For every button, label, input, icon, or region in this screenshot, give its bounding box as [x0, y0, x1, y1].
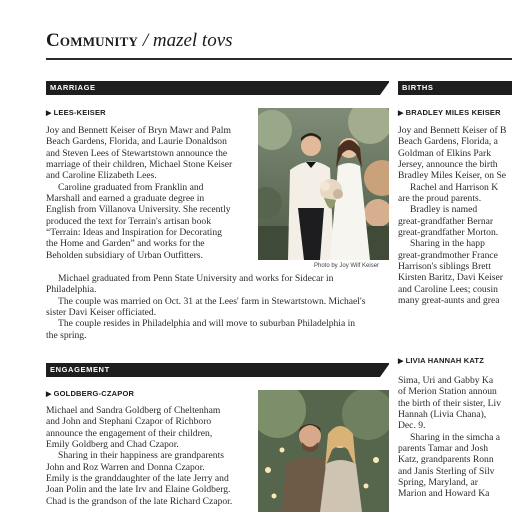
text-line: the Home and Garden” and works for the [46, 238, 205, 250]
text-line: of Merion Station announ [398, 386, 497, 398]
text-line: The couple was married on Oct. 31 at the Lees' farm in Stewartstown. Michael's [58, 295, 366, 307]
text-line: “Terrain: Ideas and Inspiration for Decorating [46, 227, 222, 239]
text-line: Hannah (Livia Chana), [398, 409, 487, 421]
text-line: Sharing in the happ [410, 238, 485, 250]
text-line: and Caroline Lees; cousin [398, 283, 498, 295]
text-line: English from Villanova University. She recently [46, 204, 231, 216]
births-section-bar [398, 81, 512, 95]
text-line: Beach Gardens, Florida, a [398, 136, 498, 148]
births-headline-1 [398, 108, 501, 117]
births-body-1 [398, 125, 512, 307]
text-line: Katz, grandparents Ronn [398, 454, 494, 466]
engagement-section-label: ENGAGEMENT [50, 365, 110, 374]
marriage-section-label: MARRIAGE [50, 83, 96, 92]
text-line: are the proud parents. [398, 193, 482, 205]
marriage-headline-text: LEES-KEISER [53, 108, 106, 117]
text-line: Joy and Bennett Keiser of B [398, 125, 507, 136]
engagement-photo [258, 390, 389, 512]
text-line: Caroline graduated from Franklin and [58, 181, 204, 193]
text-line: Bradley is named [410, 204, 478, 216]
section-bar-corner [380, 363, 390, 377]
text-line: the spring. [46, 329, 87, 341]
text-line: Michael graduated from Penn State University and works for Sidecar in [58, 273, 334, 284]
text-line: and John and Stephani Czapor of Richboro [46, 416, 212, 428]
arrow-right-icon: ▶ [46, 110, 52, 117]
text-line: and Janis Sterling of Silv [398, 465, 495, 477]
text-line: produced the text for Terrain's artisan book [46, 215, 211, 227]
header-rule [46, 58, 512, 60]
text-line: John and Roz Warren and Donna Czapor. [46, 461, 205, 473]
text-line: great-grandfather Bernar [398, 215, 494, 227]
text-line: Sharing in the simcha a [410, 431, 501, 443]
text-line: Kirsten Baritz, Davi Keiser [398, 272, 503, 284]
marriage-body-narrow [46, 125, 251, 261]
text-line: Spring, Maryland, ar [398, 477, 478, 489]
subsection-title: mazel tovs [152, 30, 233, 51]
marriage-photo-credit: Photo by Joy Wilf Keiser [314, 263, 380, 269]
text-line: Michael and Sandra Goldberg of Cheltenham [46, 405, 221, 416]
text-line: Emily Goldberg and Chad Czapor. [46, 439, 179, 451]
text-line: great-grandfather Morton. [398, 227, 499, 239]
text-line: Beach Gardens, Florida, and Laurie Donaldson [46, 136, 227, 148]
arrow-right-icon: ▶ [398, 358, 404, 365]
text-line: Joy and Bennett Keiser of Bryn Mawr and Palm [46, 125, 231, 136]
text-line: Marion and Howard Ka [398, 488, 490, 500]
text-line: parents Tamar and Josh [398, 443, 489, 455]
title-separator: / [142, 30, 149, 51]
text-line: Dec. 9. [398, 420, 426, 432]
page-header [46, 30, 512, 60]
text-line: Harrison's siblings Brett [398, 261, 491, 273]
text-line: and Caroline Elizabeth Lees. [46, 170, 157, 182]
arrow-right-icon: ▶ [46, 391, 52, 398]
text-line: great-grandmother France [398, 249, 498, 261]
text-line: marriage of their children, Michael Stone Keiser [46, 159, 233, 171]
engagement-section-bar [46, 363, 389, 377]
text-line: many great-aunts and grea [398, 295, 500, 307]
marriage-body-wide [46, 273, 389, 341]
page-title [46, 30, 512, 52]
text-line: Emily is the granddaughter of the late Jerry and [46, 473, 229, 485]
section-bar-corner [380, 81, 390, 95]
text-line: Sharing in their happiness are grandparents [58, 450, 224, 462]
section-title: Community [46, 30, 139, 51]
text-line: the birth of their sister, Liv [398, 397, 501, 409]
arrow-right-icon: ▶ [398, 110, 404, 117]
text-line: The couple resides in Philadelphia and will move to suburban Philadelphia in [58, 318, 356, 330]
text-line: and Steven Lees of Stewartstown announce the [46, 147, 228, 159]
marriage-section-bar [46, 81, 389, 95]
text-line: Marshall and earned a graduate degree in [46, 193, 205, 205]
text-line: Chad is the grandson of the late Richard Czapor. [46, 495, 233, 507]
text-line: Goldman of Elkins Park [398, 147, 491, 159]
text-line: sister Davi Keiser officiated. [46, 307, 157, 319]
births-headline-2 [398, 356, 484, 365]
engagement-headline [46, 389, 134, 398]
text-line: Beholden subsidiary of Urban Outfitters. [46, 249, 203, 261]
births-section-label: BIRTHS [402, 83, 434, 92]
engagement-headline-text: GOLDBERG-CZAPOR [53, 389, 135, 398]
text-line: Sima, Uri and Gabby Ka [398, 375, 494, 386]
births-headline-2-text: LIVIA HANNAH KATZ [405, 356, 484, 365]
births-body-2 [398, 375, 512, 500]
text-line: Rachel and Harrison K [410, 181, 499, 193]
text-line: Joan Polin and the late Irv and Elaine Goldberg. [46, 484, 231, 496]
births-headline-1-text: BRADLEY MILES KEISER [405, 108, 501, 117]
marriage-headline [46, 108, 106, 117]
text-line: Philadelphia. [46, 284, 97, 296]
text-line: Jersey, announce the birth [398, 159, 498, 171]
wedding-photo [258, 108, 389, 260]
text-line: Bradley Miles Keiser, on Se [398, 170, 507, 182]
engagement-body [46, 405, 251, 507]
text-line: announce the engagement of their children, [46, 427, 213, 439]
